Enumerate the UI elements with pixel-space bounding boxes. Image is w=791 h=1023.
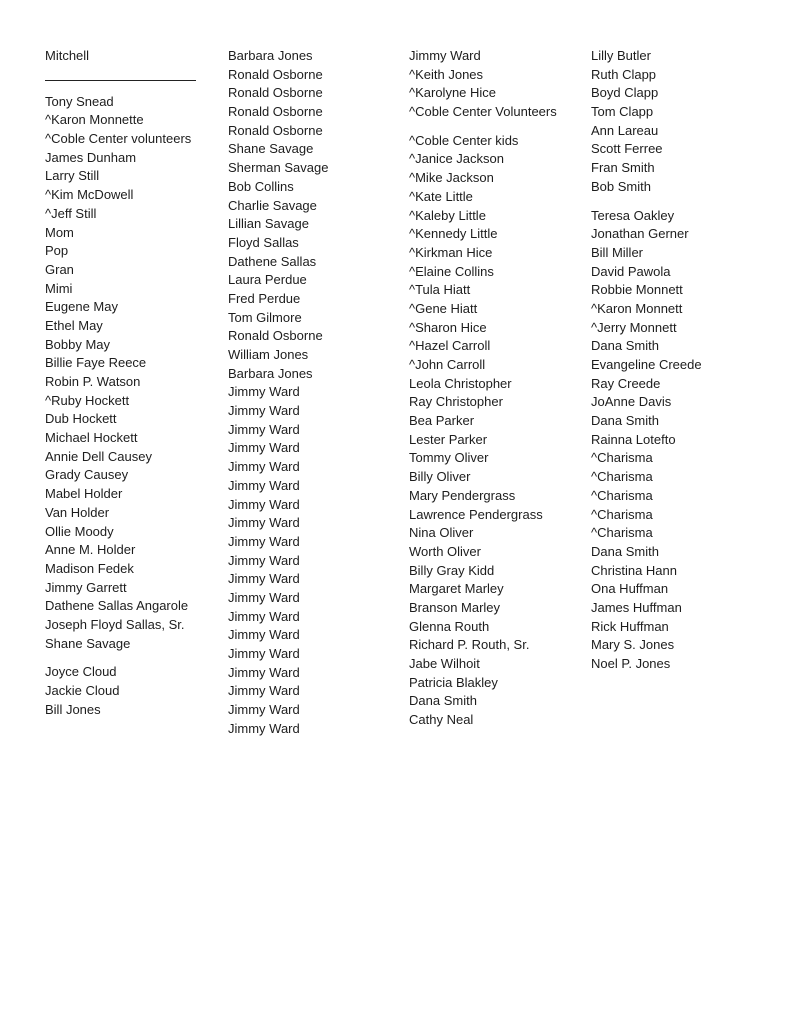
list-item: ^Charisma <box>591 525 653 541</box>
list-item: Jimmy Ward <box>228 608 300 624</box>
list-item: ^Jeff Still <box>45 205 97 221</box>
list-item: Christina Hann <box>591 562 677 578</box>
list-item: Mom <box>45 224 74 240</box>
list-item: Shane Savage <box>228 141 314 157</box>
list-item: Joyce Cloud <box>45 664 117 680</box>
list-item: Teresa Oakley <box>591 207 675 223</box>
list-item: Jimmy Ward <box>228 421 300 437</box>
list-item: ^Coble Center Volunteers <box>409 104 557 120</box>
list-item: Jabe Wilhoit <box>409 656 480 671</box>
list-item: David Pawola <box>591 263 671 279</box>
list-item: Ray Creede <box>591 375 661 391</box>
list-item: Larry Still <box>45 168 100 184</box>
list-item: Tommy Oliver <box>409 450 489 466</box>
list-item: Mary S. Jones <box>591 637 675 653</box>
list-item: Bill Miller <box>591 244 643 260</box>
list-item: ^Elaine Collins <box>409 263 494 279</box>
list-item: Bob Collins <box>228 178 294 194</box>
list-item: Ona Huffman <box>591 581 669 597</box>
list-item: Bob Smith <box>591 178 651 194</box>
list-item: Gran <box>45 261 74 277</box>
list-item: Worth Oliver <box>409 543 481 559</box>
list-item: Bill Jones <box>45 701 101 717</box>
list-item: Shane Savage <box>45 635 131 651</box>
list-item: Nina Oliver <box>409 525 474 541</box>
list-item: Sherman Savage <box>228 160 329 176</box>
list-item: Noel P. Jones <box>591 656 671 671</box>
list-item: Billy Oliver <box>409 469 471 485</box>
list-item: Boyd Clapp <box>591 85 659 101</box>
list-item: Jonathan Gerner <box>591 226 689 242</box>
list-item: Jimmy Ward <box>228 664 300 680</box>
list-item: Eugene May <box>45 299 118 315</box>
list-item: Branson Marley <box>409 599 501 615</box>
list-item: ^Sharon Hice <box>409 319 487 335</box>
list-item: Jimmy Ward <box>228 459 300 475</box>
list-item: ^Mike Jackson <box>409 170 494 186</box>
list-item: ^Coble Center kids <box>409 132 519 148</box>
list-item: ^Jerry Monnett <box>591 319 677 335</box>
list-item: Mimi <box>45 280 73 296</box>
list-item: Madison Fedek <box>45 560 134 576</box>
list-item: Lawrence Pendergrass <box>409 506 543 522</box>
list-item: ^Tula Hiatt <box>409 282 471 298</box>
list-item: Jimmy Ward <box>228 571 300 587</box>
list-item: Ronald Osborne <box>228 104 323 120</box>
name-group <box>409 47 557 122</box>
list-item: Van Holder <box>45 504 110 520</box>
name-group <box>45 663 196 719</box>
list-item: Annie Dell Causey <box>45 448 152 464</box>
list-item: Ruth Clapp <box>591 66 657 82</box>
name-column-1 <box>45 47 196 729</box>
list-item: Anne M. Holder <box>45 542 136 558</box>
list-item: Pop <box>45 243 69 259</box>
list-item: Lillian Savage <box>228 216 309 232</box>
list-item: Tom Clapp <box>591 104 654 120</box>
list-item: Jimmy Ward <box>228 515 300 531</box>
list-item: ^John Carroll <box>409 357 486 372</box>
list-item: ^Charisma <box>591 506 653 522</box>
name-group <box>591 47 702 197</box>
list-item: Richard P. Routh, Sr. <box>409 637 530 653</box>
list-item: Dub Hockett <box>45 411 117 427</box>
list-item: Evangeline Creede <box>591 357 702 372</box>
list-item: Laura Perdue <box>228 272 307 288</box>
list-item: Barbara Jones <box>228 365 313 381</box>
list-item: Dathene Sallas Angarole <box>45 598 189 614</box>
list-item: Jimmy Ward <box>228 627 300 643</box>
list-item: Ronald Osborne <box>228 328 323 344</box>
list-item: ^Coble Center volunteers <box>45 131 192 147</box>
list-item: Mabel Holder <box>45 486 123 502</box>
list-item: Margaret Marley <box>409 581 504 597</box>
list-item: Jimmy Ward <box>228 384 300 400</box>
list-item: ^Charisma <box>591 450 653 466</box>
list-item: Charlie Savage <box>228 197 317 213</box>
list-item: JoAnne Davis <box>591 394 672 410</box>
list-item: Lilly Butler <box>591 48 651 63</box>
list-item: Michael Hockett <box>45 430 138 446</box>
list-item: Grady Causey <box>45 467 129 483</box>
name-group <box>409 132 557 730</box>
list-item: Dana Smith <box>409 693 477 709</box>
list-item: Joseph Floyd Sallas, Sr. <box>45 616 185 632</box>
column-header: Mitchell <box>45 48 90 63</box>
list-item: Jimmy Ward <box>228 702 300 718</box>
list-item: ^Kennedy Little <box>409 226 498 242</box>
list-item: ^Karon Monnett <box>591 300 683 316</box>
list-item: Ronald Osborne <box>228 85 323 101</box>
list-item: Barbara Jones <box>228 48 313 63</box>
list-item: Rainna Lotefto <box>591 431 676 447</box>
list-item: Ethel May <box>45 317 103 333</box>
list-item: ^Kirkman Hice <box>409 244 493 260</box>
list-item: ^Kaleby Little <box>409 207 486 223</box>
list-item: Tom Gilmore <box>228 309 302 325</box>
list-item: Jackie Cloud <box>45 683 120 698</box>
list-item: Jimmy Ward <box>228 720 300 736</box>
list-item: Tony Snead <box>45 93 114 109</box>
list-item: Ronald Osborne <box>228 122 323 138</box>
list-item: ^Charisma <box>591 487 653 503</box>
name-column-4 <box>591 47 702 684</box>
separator-line <box>45 66 196 81</box>
list-item: Dana Smith <box>591 413 659 429</box>
list-item: Billie Faye Reece <box>45 355 147 371</box>
name-group <box>591 207 702 674</box>
list-item: ^Karolyne Hice <box>409 85 497 101</box>
list-item: Mary Pendergrass <box>409 487 516 503</box>
list-item: Floyd Sallas <box>228 234 299 250</box>
list-item: Jimmy Ward <box>228 552 300 568</box>
list-item: Ollie Moody <box>45 523 114 539</box>
name-group <box>45 93 196 654</box>
list-item: ^Charisma <box>591 469 653 485</box>
list-item: Jimmy Ward <box>228 589 300 605</box>
list-item: Rick Huffman <box>591 618 669 634</box>
list-item: Jimmy Ward <box>228 496 300 512</box>
list-item: Dathene Sallas <box>228 253 317 269</box>
list-item: ^Hazel Carroll <box>409 338 491 354</box>
list-item: Fred Perdue <box>228 290 301 306</box>
list-item: Jimmy Ward <box>228 477 300 493</box>
list-item: Jimmy Garrett <box>45 579 127 595</box>
list-item: Jimmy Ward <box>409 48 481 63</box>
list-item: Glenna Routh <box>409 618 490 634</box>
list-item: Bobby May <box>45 336 111 352</box>
list-item: ^Kate Little <box>409 188 473 204</box>
list-item: Dana Smith <box>591 338 659 354</box>
list-item: Robbie Monnett <box>591 282 683 298</box>
list-item: Fran Smith <box>591 160 655 176</box>
list-item: Scott Ferree <box>591 141 663 157</box>
list-item: William Jones <box>228 347 309 362</box>
list-item: Jimmy Ward <box>228 440 300 456</box>
name-column-3 <box>409 47 557 740</box>
list-item: Bea Parker <box>409 413 475 429</box>
list-item: Jimmy Ward <box>228 683 300 699</box>
list-item: ^Janice Jackson <box>409 151 504 167</box>
list-item: ^Ruby Hockett <box>45 392 130 408</box>
list-item: James Huffman <box>591 599 682 615</box>
list-item: ^Keith Jones <box>409 66 484 82</box>
list-item: Ray Christopher <box>409 394 503 410</box>
list-item: Robin P. Watson <box>45 374 141 389</box>
list-item: Jimmy Ward <box>228 646 300 661</box>
list-item: Ann Lareau <box>591 122 659 138</box>
list-item: ^Kim McDowell <box>45 187 134 203</box>
list-item: Leola Christopher <box>409 375 512 391</box>
list-item: Jimmy Ward <box>228 403 300 419</box>
list-item: Dana Smith <box>591 543 659 559</box>
list-item: ^Karon Monnette <box>45 112 144 128</box>
list-item: ^Gene Hiatt <box>409 300 478 316</box>
list-item: James Dunham <box>45 149 137 165</box>
list-item: Lester Parker <box>409 431 488 447</box>
list-item: Billy Gray Kidd <box>409 562 495 578</box>
list-item: Cathy Neal <box>409 712 474 728</box>
name-column-2 <box>228 47 328 748</box>
list-item: Ronald Osborne <box>228 66 323 82</box>
list-item: Jimmy Ward <box>228 533 300 549</box>
list-item: Patricia Blakley <box>409 674 498 690</box>
name-group <box>228 47 328 738</box>
